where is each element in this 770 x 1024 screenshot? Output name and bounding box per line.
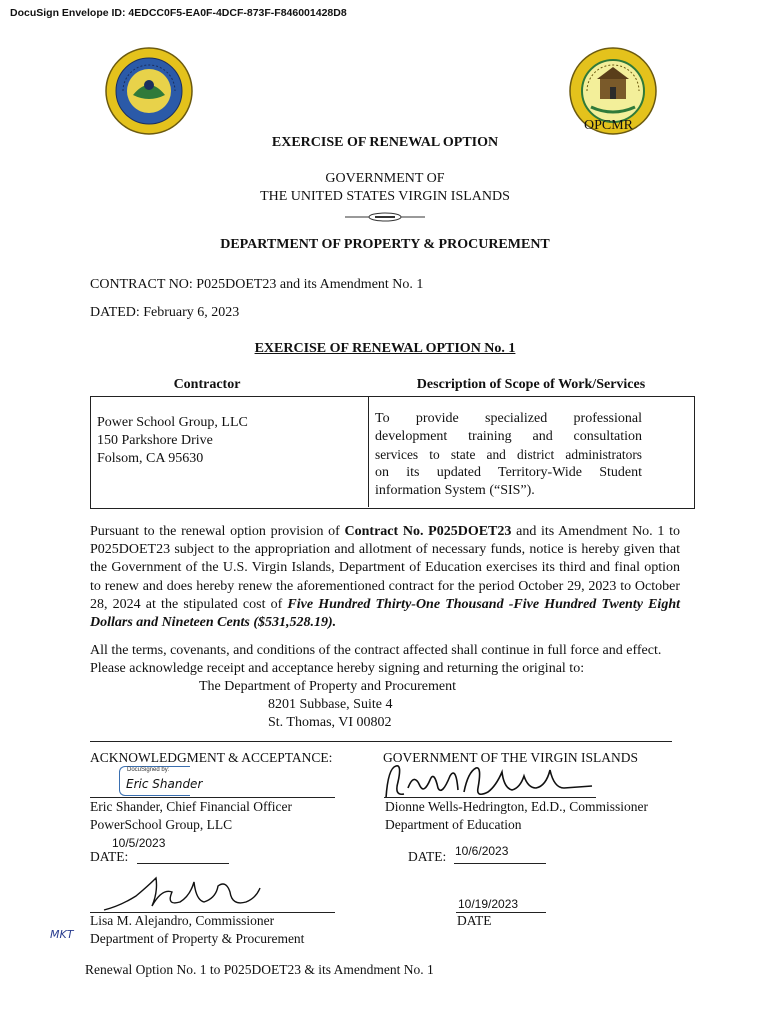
document-title: EXERCISE OF RENEWAL OPTION [271, 135, 499, 150]
address-line-1: The Department of Property and Procurement [199, 679, 456, 694]
signature-line [384, 797, 596, 798]
scope-line: on its updated Territory-Wide Student [375, 465, 642, 480]
office-code: OPCMR [584, 118, 634, 133]
left-date-label: DATE: [90, 849, 129, 864]
paragraph-text: and its Amendment No. 1 to P025DOET23 subject to the appropriation and allotment of necessary funds, notice is hereby given that the Government of the U.S. Virgin Islands, Department of Education exercises its third and final option to renew and does hereby renew the aforementioned contract for the period October 29, 2023 to October 28, 2024 at the stipulated cost of [90, 524, 680, 612]
left-signer-org: PowerSchool Group, LLC [90, 817, 233, 832]
page-footer: Renewal Option No. 1 to P025DOET23 & its Amendment No. 1 [85, 962, 434, 977]
commissioner-property-signature-icon [100, 872, 265, 914]
right-signer-org: Department of Education [385, 817, 522, 832]
separator-line [90, 741, 672, 742]
bottom-signer-name: Lisa M. Alejandro, Commissioner [90, 913, 275, 928]
date-line [137, 863, 229, 864]
flourish-icon [345, 210, 425, 224]
scope-line: services to state and district administrators [375, 447, 642, 462]
contract-amount: Five Hundred Thirty-One Thousand -Five Hundred Twenty Eight Dollars and Nineteen Cents ($531,528.19). [90, 596, 680, 631]
left-date-value: 10/5/2023 [112, 836, 166, 850]
bottom-date-value: 10/19/2023 [458, 897, 519, 911]
department-heading: DEPARTMENT OF PROPERTY & PROCUREMENT [220, 237, 550, 252]
scope-column-header: Description of Scope of Work/Services [416, 377, 646, 392]
contractor-street: 150 Parkshore Drive [97, 433, 213, 448]
left-signer-name: Eric Shander, Chief Financial Officer [90, 799, 293, 814]
date-line [454, 863, 546, 864]
docusign-envelope-id: DocuSign Envelope ID: 4EDCC0F5-EA0F-4DCF-873F-F846001428D8 [10, 7, 347, 19]
address-line-2: 8201 Subbase, Suite 4 [268, 697, 393, 712]
contract-dated: DATED: February 6, 2023 [90, 305, 240, 320]
governor-seal-icon [103, 45, 195, 137]
contract-reference: Contract No. P025DOET23 [344, 524, 512, 539]
scope-line: information System (“SIS”). [375, 483, 535, 498]
government-line-1: GOVERNMENT OF [325, 171, 445, 186]
government-line-2: THE UNITED STATES VIRGIN ISLANDS [260, 189, 510, 204]
bottom-signer-org: Department of Property & Procurement [90, 931, 305, 946]
contractor-city: Folsom, CA 95630 [97, 451, 204, 466]
government-signature-heading: GOVERNMENT OF THE VIRGIN ISLANDS [383, 750, 639, 765]
renewal-paragraph [90, 523, 680, 632]
docusign-signature: Eric Shander [126, 777, 203, 791]
contractor-name: Power School Group, LLC [97, 415, 248, 430]
right-date-label: DATE: [408, 849, 447, 864]
paragraph-text: Pursuant to the renewal option provision of [90, 524, 345, 539]
contractor-column-header: Contractor [173, 377, 241, 392]
terms-paragraph: All the terms, covenants, and conditions of the contract affected shall continue in full force and effect. Please acknowledge receipt and acceptance hereby signing and returning the original to: [90, 643, 662, 677]
table-column-divider [368, 396, 369, 507]
right-date-value: 10/6/2023 [455, 844, 509, 858]
scope-line: To provide specialized professional [375, 411, 642, 426]
bottom-date-label: DATE [457, 913, 492, 928]
signature-line [90, 797, 335, 798]
contractor-cell [97, 414, 248, 468]
renewal-option-heading: EXERCISE OF RENEWAL OPTION No. 1 [254, 341, 516, 356]
initials-annotation: MKT [50, 928, 74, 941]
docusigned-label: DocuSigned by: [127, 767, 170, 773]
acknowledgment-heading: ACKNOWLEDGMENT & ACCEPTANCE: [90, 750, 333, 765]
address-line-3: St. Thomas, VI 00802 [268, 715, 392, 730]
right-signer-name: Dionne Wells-Hedrington, Ed.D., Commissioner [385, 799, 649, 814]
scope-cell [375, 410, 642, 500]
contract-number: CONTRACT NO: P025DOET23 and its Amendment No. 1 [90, 277, 424, 292]
scope-line: development training and consultation [375, 429, 642, 444]
